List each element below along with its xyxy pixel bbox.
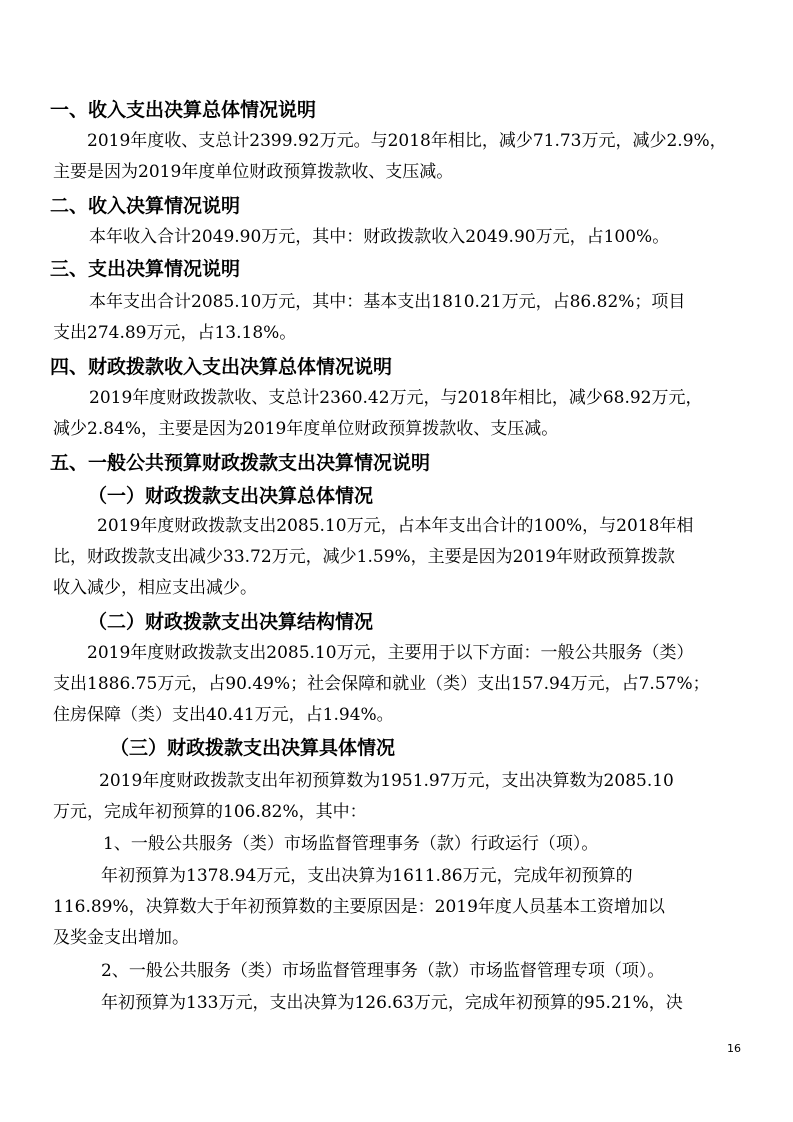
paragraph-line: 支出274.89万元，占13.18%。 xyxy=(53,323,297,343)
subheading-structure: （二）财政拨款支出决算结构情况 xyxy=(88,611,374,633)
subheading-details: （三）财政拨款支出决算具体情况 xyxy=(110,737,396,759)
paragraph-line: 支出1886.75万元，占90.49%；社会保障和就业（类）支出157.94万元，占7.57%； xyxy=(53,674,710,694)
page-number: 16 xyxy=(727,1042,741,1055)
paragraph-line: 本年收入合计2049.90万元，其中：财政拨款收入2049.90万元，占100%。 xyxy=(89,227,670,247)
paragraph-line: 年初预算为133万元，支出决算为126.63万元，完成年初预算的95.21%，决 xyxy=(101,993,683,1013)
paragraph-line: 2、一般公共服务（类）市场监督管理事务（款）市场监督管理专项（项）。 xyxy=(101,961,665,981)
paragraph-line: 及奖金支出增加。 xyxy=(53,928,189,948)
heading-income: 二、收入决算情况说明 xyxy=(50,195,241,217)
paragraph-line: 主要是因为2019年度单位财政预算拨款收、支压减。 xyxy=(53,162,454,182)
paragraph-line: 1、一般公共服务（类）市场监督管理事务（款）行政运行（项）。 xyxy=(103,834,599,854)
paragraph-line: 减少2.84%，主要是因为2019年度单位财政预算拨款收、支压减。 xyxy=(53,419,559,439)
paragraph-line: 2019年度财政拨款支出2085.10万元，占本年支出合计的100%，与2018年相 xyxy=(97,516,694,536)
paragraph-line: 2019年度财政拨款收、支总计2360.42万元，与2018年相比，减少68.92万元， xyxy=(89,388,703,408)
paragraph-line: 2019年度财政拨款支出年初预算数为1951.97万元，支出决算数为2085.10 xyxy=(99,771,674,791)
paragraph-line: 住房保障（类）支出40.41万元，占1.94%。 xyxy=(53,705,394,725)
heading-general-public-budget: 五、一般公共预算财政拨款支出决算情况说明 xyxy=(50,452,431,474)
paragraph-line: 本年支出合计2085.10万元，其中：基本支出1810.21万元，占86.82%；项目 xyxy=(89,292,686,312)
paragraph-line: 2019年度财政拨款支出2085.10万元，主要用于以下方面：一般公共服务（类） xyxy=(87,643,694,663)
subheading-overall: （一）财政拨款支出决算总体情况 xyxy=(88,485,374,507)
heading-fiscal-allocation-overview: 四、财政拨款收入支出决算总体情况说明 xyxy=(50,356,393,378)
paragraph-line: 比，财政拨款支出减少33.72万元，减少1.59%，主要是因为2019年财政预算拨款 xyxy=(53,547,675,567)
paragraph-line: 116.89%，决算数大于年初预算数的主要原因是：2019年度人员基本工资增加以 xyxy=(53,897,665,917)
heading-income-expenditure-overview: 一、收入支出决算总体情况说明 xyxy=(50,99,317,121)
paragraph-line: 2019年度收、支总计2399.92万元。与2018年相比，减少71.73万元，减少2.9%， xyxy=(87,131,727,151)
paragraph-line: 万元，完成年初预算的106.82%，其中： xyxy=(53,802,367,822)
paragraph-line: 收入减少，相应支出减少。 xyxy=(53,578,257,598)
heading-expenditure: 三、支出决算情况说明 xyxy=(50,258,241,280)
paragraph-line: 年初预算为1378.94万元，支出决算为1611.86万元，完成年初预算的 xyxy=(101,866,633,886)
